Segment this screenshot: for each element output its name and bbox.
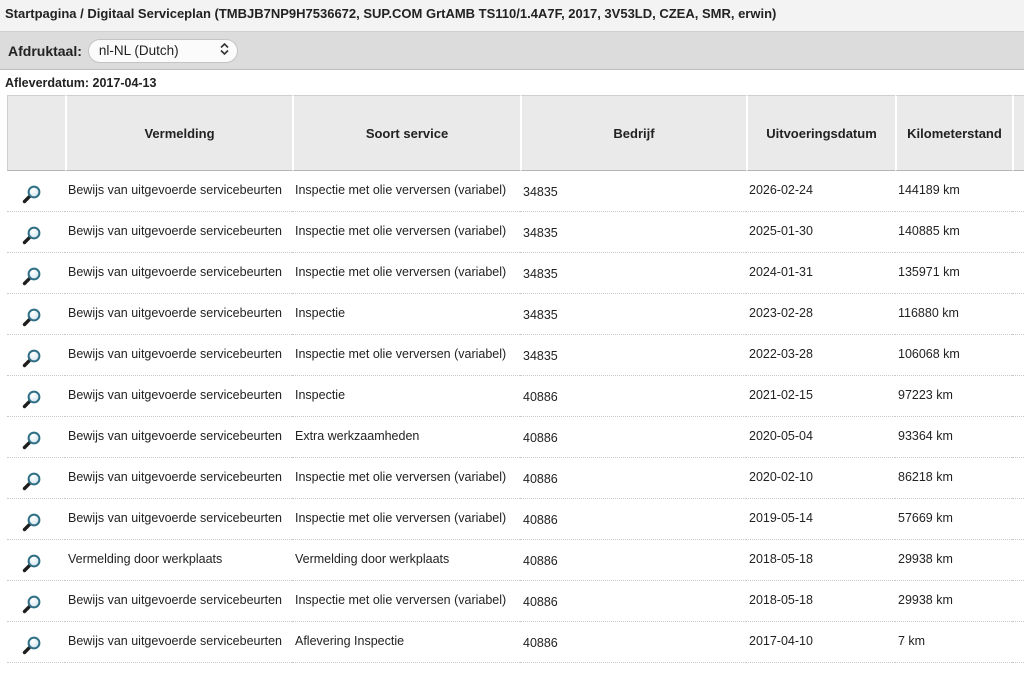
cell-uitvoeringsdatum: 2022-03-28 <box>746 335 895 376</box>
cell-soort-service: Inspectie met olie verversen (variabel) <box>292 212 520 253</box>
cell-kilometerstand: 7 km <box>895 622 1012 663</box>
cell-vermelding: Bewijs van uitgevoerde servicebeurten <box>65 458 292 499</box>
column-header-kilometerstand[interactable]: Kilometerstand <box>895 95 1012 171</box>
row-icon-cell <box>7 335 65 376</box>
cell-vermelding: Bewijs van uitgevoerde servicebeurten <box>65 622 292 663</box>
cell-uitvoeringsdatum: 2018-05-18 <box>746 540 895 581</box>
cell-uitvoeringsdatum: 2018-05-18 <box>746 581 895 622</box>
magnifier-icon[interactable] <box>22 266 42 291</box>
table-row <box>7 581 1024 622</box>
table-row <box>7 376 1024 417</box>
table-row <box>7 212 1024 253</box>
table-row <box>7 253 1024 294</box>
cell-soort-service: Inspectie <box>292 376 520 417</box>
delivery-date: Afleverdatum: 2017-04-13 <box>5 76 157 90</box>
column-header-soort-service[interactable]: Soort service <box>292 95 520 171</box>
table-row <box>7 171 1024 212</box>
cell-extra <box>1012 335 1024 376</box>
cell-soort-service: Inspectie met olie verversen (variabel) <box>292 253 520 294</box>
cell-bedrijf: 40886 <box>520 622 746 663</box>
cell-kilometerstand: 116880 km <box>895 294 1012 335</box>
magnifier-icon[interactable] <box>22 389 42 414</box>
table-row <box>7 294 1024 335</box>
table-row <box>7 540 1024 581</box>
cell-soort-service: Vermelding door werkplaats <box>292 540 520 581</box>
row-icon-cell <box>7 212 65 253</box>
magnifier-icon[interactable] <box>22 471 42 496</box>
row-icon-cell <box>7 499 65 540</box>
table-body <box>7 171 1024 663</box>
toolbar <box>0 32 1024 70</box>
cell-vermelding: Bewijs van uitgevoerde servicebeurten <box>65 171 292 212</box>
cell-bedrijf: 40886 <box>520 499 746 540</box>
magnifier-icon[interactable] <box>22 594 42 619</box>
cell-bedrijf: 34835 <box>520 335 746 376</box>
row-icon-cell <box>7 376 65 417</box>
cell-bedrijf: 40886 <box>520 540 746 581</box>
cell-bedrijf: 34835 <box>520 294 746 335</box>
cell-uitvoeringsdatum: 2025-01-30 <box>746 212 895 253</box>
cell-uitvoeringsdatum: 2023-02-28 <box>746 294 895 335</box>
cell-bedrijf: 40886 <box>520 417 746 458</box>
cell-kilometerstand: 97223 km <box>895 376 1012 417</box>
print-language-value: nl-NL (Dutch) <box>98 43 179 58</box>
cell-vermelding: Bewijs van uitgevoerde servicebeurten <box>65 294 292 335</box>
cell-vermelding: Bewijs van uitgevoerde servicebeurten <box>65 376 292 417</box>
breadcrumb <box>0 0 1024 32</box>
service-table <box>7 95 1024 663</box>
column-header-vermelding[interactable]: Vermelding <box>65 95 292 171</box>
cell-extra <box>1012 294 1024 335</box>
cell-extra <box>1012 171 1024 212</box>
cell-bedrijf: 34835 <box>520 212 746 253</box>
cell-vermelding: Bewijs van uitgevoerde servicebeurten <box>65 253 292 294</box>
cell-kilometerstand: 29938 km <box>895 540 1012 581</box>
cell-soort-service: Aflevering Inspectie <box>292 622 520 663</box>
row-icon-cell <box>7 540 65 581</box>
cell-bedrijf: 34835 <box>520 253 746 294</box>
magnifier-icon[interactable] <box>22 307 42 332</box>
cell-kilometerstand: 135971 km <box>895 253 1012 294</box>
cell-soort-service: Inspectie <box>292 294 520 335</box>
cell-extra <box>1012 458 1024 499</box>
cell-bedrijf: 40886 <box>520 458 746 499</box>
magnifier-icon[interactable] <box>22 430 42 455</box>
cell-kilometerstand: 140885 km <box>895 212 1012 253</box>
cell-soort-service: Inspectie met olie verversen (variabel) <box>292 581 520 622</box>
cell-vermelding: Bewijs van uitgevoerde servicebeurten <box>65 499 292 540</box>
column-header-extra <box>1012 95 1024 171</box>
cell-soort-service: Inspectie met olie verversen (variabel) <box>292 499 520 540</box>
breadcrumb-text[interactable]: Startpagina / Digitaal Serviceplan (TMBJB7NP9H7536672, SUP.COM GrtAMB TS110/1.4A7F, 2017, 3V53LD, CZEA, SMR, erwin) <box>5 6 777 21</box>
column-header-icon <box>7 95 65 171</box>
cell-uitvoeringsdatum: 2017-04-10 <box>746 622 895 663</box>
cell-extra <box>1012 499 1024 540</box>
cell-soort-service: Extra werkzaamheden <box>292 417 520 458</box>
cell-vermelding: Bewijs van uitgevoerde servicebeurten <box>65 335 292 376</box>
row-icon-cell <box>7 458 65 499</box>
cell-extra <box>1012 540 1024 581</box>
cell-uitvoeringsdatum: 2020-05-04 <box>746 417 895 458</box>
column-header-uitvoeringsdatum[interactable]: Uitvoeringsdatum <box>746 95 895 171</box>
cell-uitvoeringsdatum: 2020-02-10 <box>746 458 895 499</box>
cell-soort-service: Inspectie met olie verversen (variabel) <box>292 458 520 499</box>
cell-bedrijf: 40886 <box>520 376 746 417</box>
column-header-bedrijf[interactable]: Bedrijf <box>520 95 746 171</box>
cell-kilometerstand: 57669 km <box>895 499 1012 540</box>
table-row <box>7 622 1024 663</box>
cell-extra <box>1012 622 1024 663</box>
magnifier-icon[interactable] <box>22 512 42 537</box>
table-row <box>7 417 1024 458</box>
cell-uitvoeringsdatum: 2019-05-14 <box>746 499 895 540</box>
cell-bedrijf: 40886 <box>520 581 746 622</box>
row-icon-cell <box>7 171 65 212</box>
row-icon-cell <box>7 417 65 458</box>
print-language-select[interactable] <box>88 39 238 63</box>
up-down-chevron-icon <box>220 43 229 58</box>
cell-vermelding: Bewijs van uitgevoerde servicebeurten <box>65 581 292 622</box>
service-table-container <box>7 95 1024 663</box>
table-header-row <box>7 95 1024 171</box>
row-icon-cell <box>7 581 65 622</box>
magnifier-icon[interactable] <box>22 225 42 250</box>
cell-bedrijf: 34835 <box>520 171 746 212</box>
cell-uitvoeringsdatum: 2021-02-15 <box>746 376 895 417</box>
cell-soort-service: Inspectie met olie verversen (variabel) <box>292 171 520 212</box>
magnifier-icon[interactable] <box>22 553 42 578</box>
table-row <box>7 458 1024 499</box>
cell-kilometerstand: 86218 km <box>895 458 1012 499</box>
cell-kilometerstand: 144189 km <box>895 171 1012 212</box>
cell-kilometerstand: 106068 km <box>895 335 1012 376</box>
cell-kilometerstand: 93364 km <box>895 417 1012 458</box>
row-icon-cell <box>7 622 65 663</box>
print-language-label: Afdruktaal: <box>8 42 82 59</box>
magnifier-icon[interactable] <box>22 348 42 373</box>
cell-vermelding: Vermelding door werkplaats <box>65 540 292 581</box>
row-icon-cell <box>7 294 65 335</box>
cell-kilometerstand: 29938 km <box>895 581 1012 622</box>
cell-soort-service: Inspectie met olie verversen (variabel) <box>292 335 520 376</box>
cell-uitvoeringsdatum: 2026-02-24 <box>746 171 895 212</box>
cell-extra <box>1012 253 1024 294</box>
magnifier-icon[interactable] <box>22 635 42 660</box>
magnifier-icon[interactable] <box>22 184 42 209</box>
cell-extra <box>1012 376 1024 417</box>
cell-vermelding: Bewijs van uitgevoerde servicebeurten <box>65 212 292 253</box>
cell-extra <box>1012 417 1024 458</box>
cell-extra <box>1012 581 1024 622</box>
cell-vermelding: Bewijs van uitgevoerde servicebeurten <box>65 417 292 458</box>
row-icon-cell <box>7 253 65 294</box>
table-row <box>7 335 1024 376</box>
table-row <box>7 499 1024 540</box>
cell-uitvoeringsdatum: 2024-01-31 <box>746 253 895 294</box>
cell-extra <box>1012 212 1024 253</box>
